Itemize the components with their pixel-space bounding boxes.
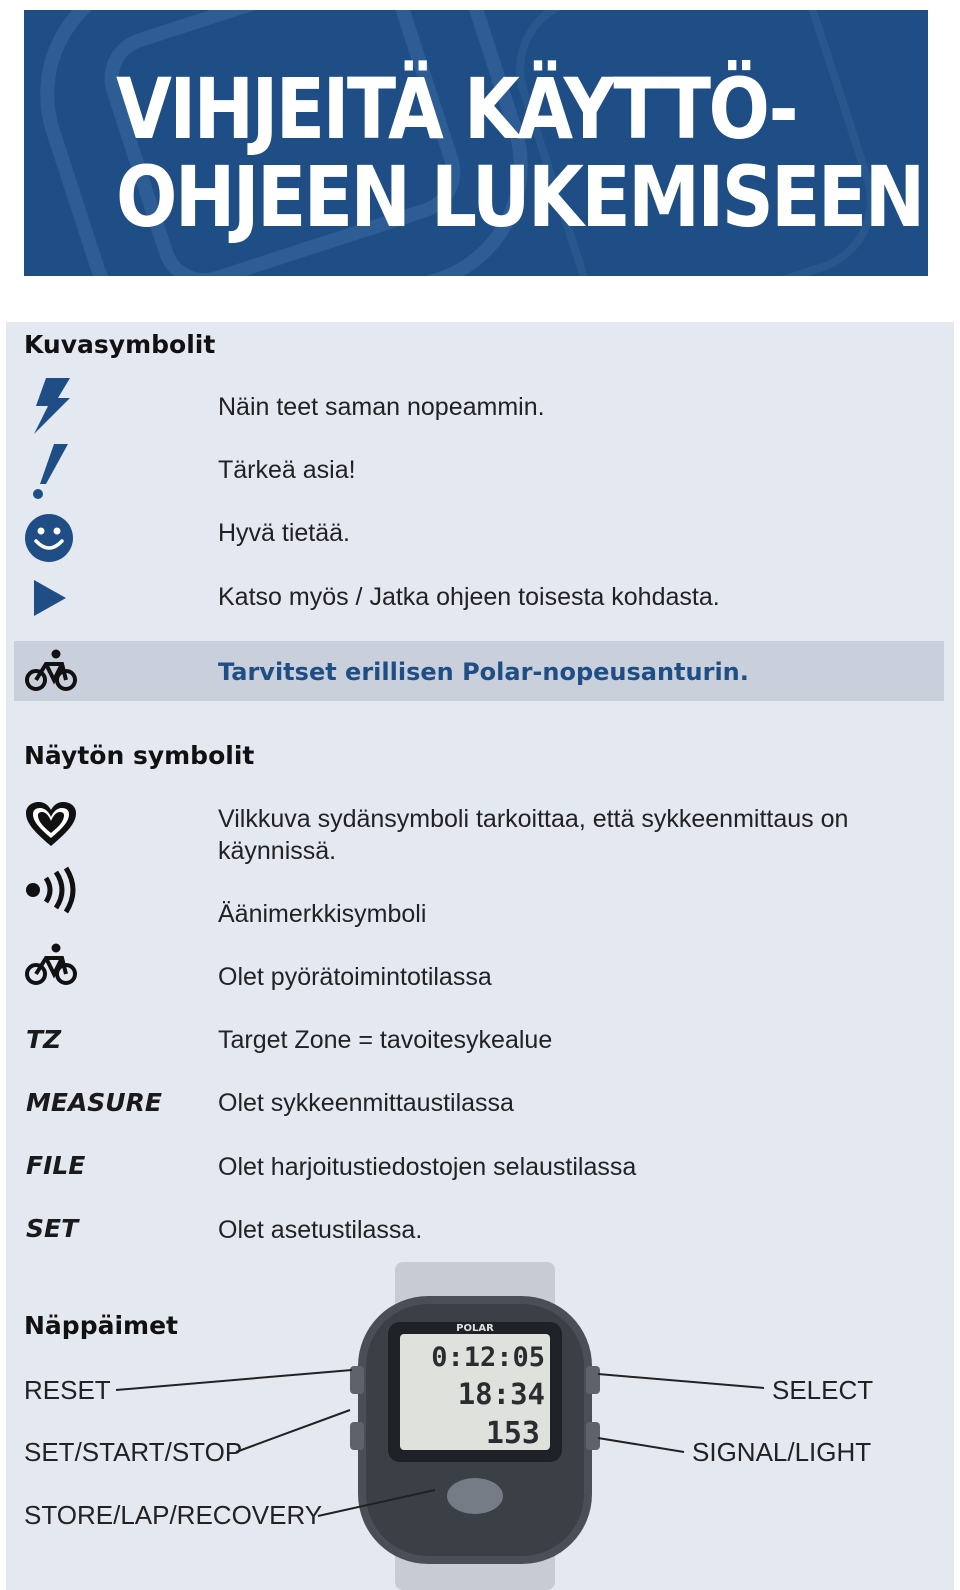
watch-display-line-3: 153	[485, 1416, 540, 1451]
nayton-text-4: Target Zone = tavoitesykealue	[218, 1026, 553, 1054]
section-heading-nappaimet: Näppäimet	[24, 1311, 178, 1340]
bicycle-icon	[24, 648, 78, 692]
page-title-line-2: OHJEEN LUKEMISEEN	[116, 148, 923, 246]
symbol-set: SET	[26, 1214, 79, 1243]
nayton-text-3: Olet pyörätoimintotilassa	[218, 963, 492, 991]
bicycle-icon	[24, 942, 78, 986]
sound-icon	[24, 866, 80, 914]
symbol-measure: MEASURE	[26, 1088, 162, 1117]
section-heading-kuvasymbolit: Kuvasymbolit	[24, 330, 216, 359]
kuvasymbolit-text-1: Näin teet saman nopeammin.	[218, 393, 545, 421]
symbol-file: FILE	[26, 1151, 86, 1180]
symbol-tz: TZ	[26, 1025, 62, 1054]
exclamation-icon	[24, 444, 74, 500]
select-label: SELECT	[772, 1375, 874, 1405]
kuvasymbolit-text-2: Tärkeä asia!	[218, 456, 356, 484]
heart-icon	[24, 800, 78, 848]
title-banner	[24, 10, 928, 276]
signal-light-label: SIGNAL/LIGHT	[692, 1437, 872, 1467]
nayton-text-1: Vilkkuva sydänsymboli tarkoittaa, että sykkeenmittaus on käynnissä.	[218, 805, 849, 865]
nayton-text-2: Äänimerkkisymboli	[218, 900, 427, 928]
watch-display-line-1: 0:12:05	[431, 1342, 545, 1373]
nayton-text-6: Olet harjoitustiedostojen selaustilassa	[218, 1153, 637, 1181]
store-lap-recovery-label: STORE/LAP/RECOVERY	[24, 1500, 323, 1530]
watch-display-line-2: 18:34	[457, 1377, 545, 1411]
reset-label: RESET	[24, 1375, 111, 1405]
section-heading-nayton-symbolit: Näytön symbolit	[24, 741, 255, 770]
kuvasymbolit-text-4: Katso myös / Jatka ohjeen toisesta kohdasta.	[218, 583, 720, 611]
nayton-text-7: Olet asetustilassa.	[218, 1216, 423, 1244]
page-title-line-1: VIHJEITÄ KÄYTTÖ-	[116, 60, 797, 158]
set-start-stop-label: SET/START/STOP	[24, 1437, 243, 1467]
watch-brand-label: POLAR	[456, 1323, 494, 1334]
play-arrow-icon	[32, 578, 68, 618]
kuvasymbolit-text-3: Hyvä tietää.	[218, 519, 351, 547]
kuvasymbolit-text-5: Tarvitset erillisen Polar-nopeusanturin.	[218, 658, 749, 686]
lightning-icon	[24, 378, 74, 434]
nayton-text-5: Olet sykkeenmittaustilassa	[218, 1089, 514, 1117]
smiley-icon	[24, 513, 74, 563]
page-title	[116, 60, 923, 246]
